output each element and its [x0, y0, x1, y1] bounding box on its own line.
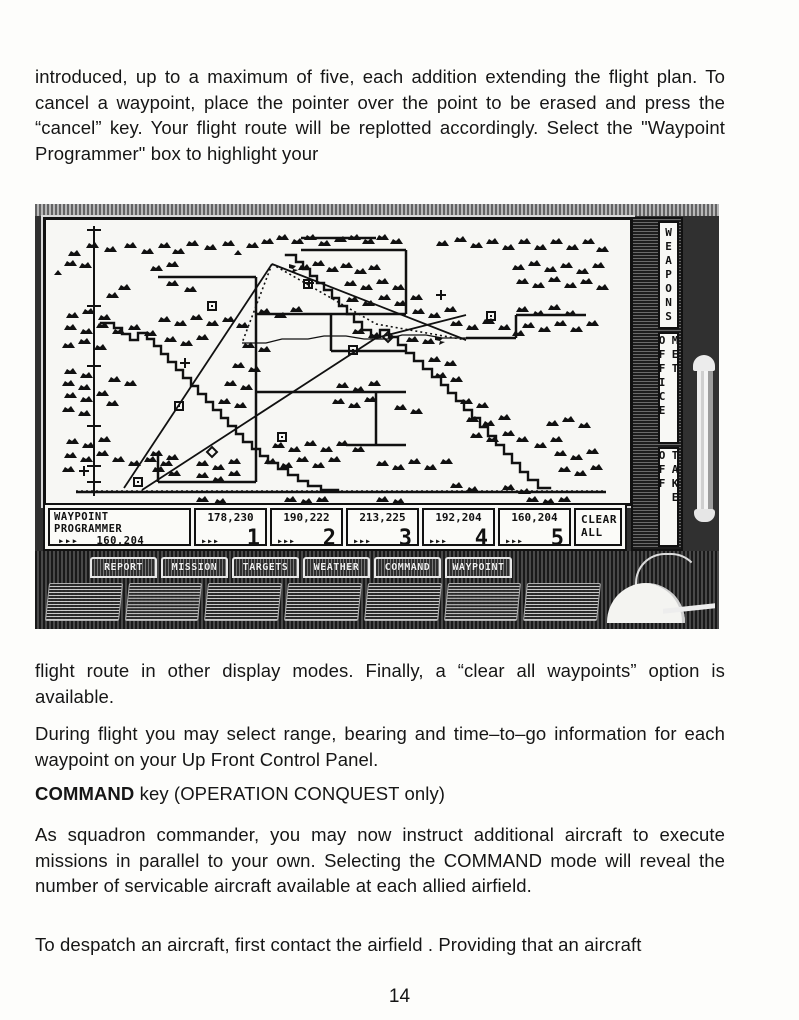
waypoint-2-coords: 190,222 [283, 511, 330, 524]
waypoint-4-coords: 192,204 [435, 511, 482, 524]
waypoint-1-number: 1 [246, 526, 260, 546]
map-terrain-hills [54, 234, 609, 503]
waypoint-5-number: 5 [550, 526, 564, 546]
cockpit-rim [635, 553, 701, 585]
waypoint-box-3[interactable] [346, 508, 419, 546]
arrows-icon: ▸▸▸ [277, 536, 296, 546]
paragraph-command-key [35, 781, 725, 807]
weather-button[interactable]: WEATHER [303, 557, 370, 578]
clear-all-button[interactable] [574, 508, 622, 546]
take-off-button[interactable]: TAKE OFF [658, 447, 679, 547]
paragraph-clear-all: flight route in other display modes. Finally, a “clear all waypoints” option is available. [35, 660, 725, 707]
waypoint-2-number: 2 [322, 526, 336, 546]
waypoint-4-number: 4 [474, 526, 488, 546]
waypoint-box-4[interactable] [422, 508, 495, 546]
paragraph-squadron-commander: As squadron commander, you may now instruct additional aircraft to execute missions in parallel to your own. Selecting the COMMAND mode will reveal the number of servicable aircraft available at each allied airfield. [35, 824, 725, 896]
waypoint-programmer-coords: 160,204 [96, 535, 145, 546]
weapons-button[interactable]: WEAPONS [658, 221, 679, 329]
waypoint-box-1[interactable] [194, 508, 267, 546]
waypoint-button[interactable]: WAYPOINT [445, 557, 512, 578]
command-button[interactable]: COMMAND [374, 557, 441, 578]
waypoint-programmer-bar [43, 503, 627, 551]
waypoint-programmer-box[interactable] [48, 508, 191, 546]
waypoint-1-coords: 178,230 [207, 511, 254, 524]
targets-button[interactable]: TARGETS [232, 557, 299, 578]
instrument-pod [364, 583, 442, 621]
paragraph-despatch: To despatch an aircraft, first contact the airfield . Providing that an aircraft [35, 934, 642, 955]
instrument-pod [284, 583, 362, 621]
arrows-icon: ▸▸▸ [353, 536, 372, 546]
mode-menu-bar [90, 557, 512, 578]
command-key-heading: COMMAND [35, 783, 135, 804]
game-screenshot-photo [35, 204, 719, 629]
waypoint-programmer-line2: PROGRAMMER [54, 522, 123, 535]
command-key-rest: key (OPERATION CONQUEST only) [134, 783, 446, 804]
page-number: 14 [388, 986, 411, 1007]
map-canvas [46, 220, 630, 503]
tactical-map-display[interactable] [43, 217, 633, 506]
right-button-column [631, 217, 683, 551]
waypoint-5-coords: 160,204 [511, 511, 558, 524]
map-dotted-route [76, 264, 606, 491]
instrument-pod [523, 583, 601, 621]
paragraph-during-flight: During flight you may select range, bearing and time–to–go information for each waypoint on your Up Front Control Panel. [35, 723, 725, 770]
mission-button[interactable]: MISSION [161, 557, 228, 578]
clear-all-line1: CLEAR [581, 513, 618, 526]
arrows-icon: ▸▸▸ [58, 535, 79, 546]
waypoint-3-coords: 213,225 [359, 511, 406, 524]
canopy-handle [697, 364, 713, 514]
arrows-icon: ▸▸▸ [505, 536, 524, 546]
paragraph-intro: introduced, up to a maximum of five, each addition extending the flight plan. To cancel a waypoint, place the pointer over the point to be erased and press the “cancel” key. Your flight route will be replotted accordingly. Select the "Waypoint Programmer" box to highlight your [35, 66, 725, 164]
instrument-pod [204, 583, 282, 621]
report-button[interactable]: REPORT [90, 557, 157, 578]
instrument-pod [125, 583, 203, 621]
arrows-icon: ▸▸▸ [201, 536, 220, 546]
clear-all-line2: ALL [581, 526, 603, 539]
waypoint-programmer-line1: WAYPOINT [54, 511, 109, 523]
pilot-knee [607, 583, 685, 623]
map-cross-markers [79, 278, 446, 476]
waypoint-box-2[interactable] [270, 508, 343, 546]
instrument-pod [444, 583, 522, 621]
arrows-icon: ▸▸▸ [429, 536, 448, 546]
waypoint-3-number: 3 [398, 526, 412, 546]
waypoint-box-5[interactable] [498, 508, 571, 546]
instrument-pod [45, 583, 123, 621]
photo-bezel-top-band [35, 204, 719, 216]
instrument-pods [45, 583, 601, 621]
cockpit-console [35, 551, 719, 629]
met-office-button[interactable]: MET OFFICE [658, 332, 679, 444]
waypoint-programmer-current [54, 535, 185, 546]
